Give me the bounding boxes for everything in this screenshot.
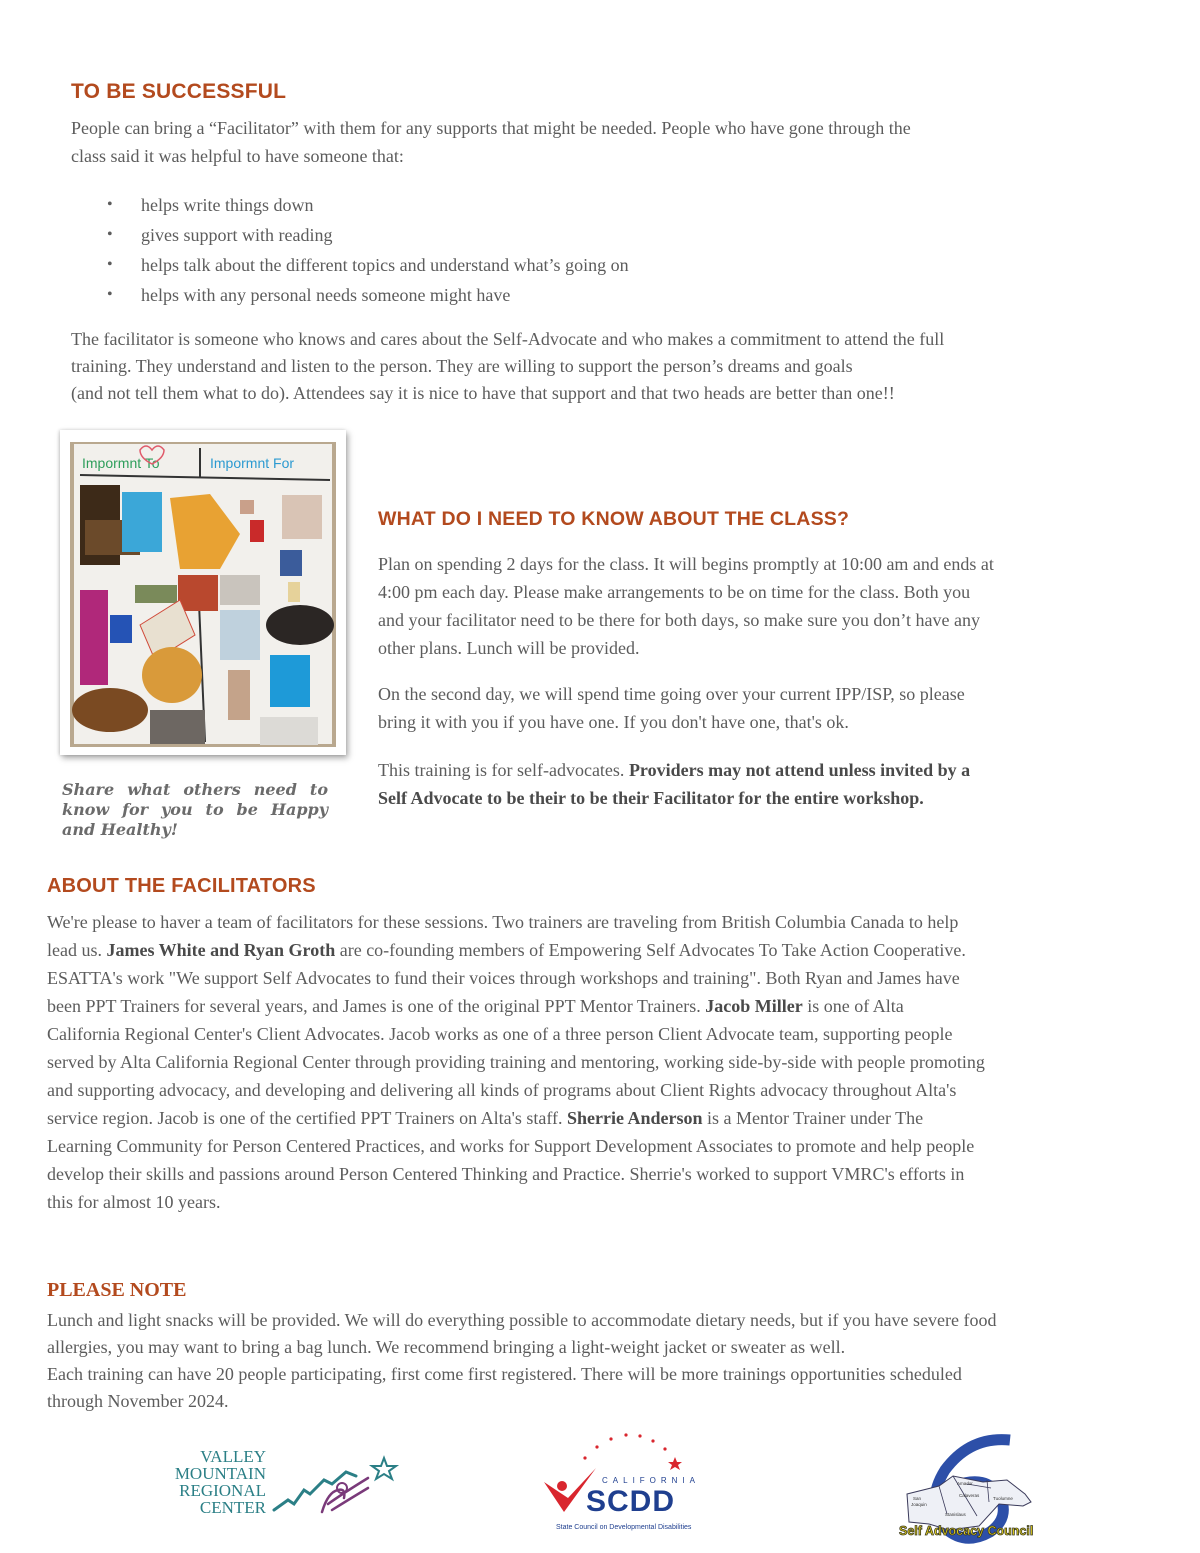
intro-line: class said it was helpful to have someone that:	[71, 146, 404, 166]
text-plain: are co-founding members of Empowering Self Advocates To Take Action Cooperative.	[335, 940, 966, 960]
photo-caption: Share what others need to know for you to be Happy and Healthy!	[62, 780, 328, 839]
self-advocacy-council-logo	[895, 1432, 1045, 1544]
facilitator-name: Sherrie Anderson	[566, 1108, 703, 1128]
scdd-logo	[540, 1430, 700, 1542]
heading-class-info: WHAT DO I NEED TO KNOW ABOUT THE CLASS?	[378, 508, 850, 530]
text-line: Lunch and light snacks will be provided. We will do everything possible to accommodate dietary needs, but if you have severe food	[47, 1310, 997, 1330]
text-plain: is a Mentor Trainer under The	[702, 1108, 924, 1128]
svg-text:Calaveras: Calaveras	[959, 1493, 980, 1498]
please-note-paragraph	[47, 1307, 1187, 1415]
text-plain: lead us.	[47, 940, 107, 960]
list-item: • helps write things down	[71, 190, 971, 220]
svg-text:Amador: Amador	[957, 1481, 973, 1486]
text-line: develop their skills and passions around Person Centered Thinking and Practice. Sherrie's worked to support VMRC's efforts in	[47, 1164, 965, 1184]
text-line: (and not tell them what to do). Attendees say it is nice to have that support and that two heads are better than one!!	[71, 383, 895, 403]
collage-photo	[60, 430, 346, 755]
eligibility-paragraph	[378, 756, 1168, 812]
board-left-label: Impormnt To	[82, 455, 160, 471]
vmrc-logo	[160, 1448, 400, 1520]
facilitators-paragraph	[47, 908, 1187, 1216]
text-line: On the second day, we will spend time going over your current IPP/ISP, so please	[378, 684, 965, 704]
text-plain: This training is for self-advocates.	[378, 760, 629, 780]
text-line: allergies, you may want to bring a bag lunch. We recommend bringing a light-weight jacket or sweater as well.	[47, 1337, 846, 1357]
text-plain: is one of Alta	[802, 996, 904, 1016]
facilitator-names: James White and Ryan Groth	[106, 940, 336, 960]
list-item: • gives support with reading	[71, 220, 971, 250]
facilitator-description	[71, 326, 1171, 407]
scdd-state-label: CALIFORNIA	[602, 1476, 701, 1485]
text-line: bring it with you if you have one. If you don't have one, that's ok.	[378, 712, 849, 732]
intro-line: People can bring a “Facilitator” with them for any supports that might be needed. People who have gone through the	[71, 118, 911, 138]
text-line: this for almost 10 years.	[47, 1192, 221, 1212]
text-bold: Self Advocate to be their to be their Facilitator for the entire workshop.	[378, 788, 924, 808]
text-line: training. They understand and listen to the person. They are willing to support the person’s dreams and goals	[71, 356, 853, 376]
svg-text:Impormnt For: Impormnt For	[210, 455, 295, 471]
text-line: Learning Community for Person Centered Practices, and works for Support Development Associates to promote and help people	[47, 1136, 975, 1156]
vmrc-logo-line: VALLEY	[200, 1447, 266, 1466]
vmrc-logo-line: REGIONAL	[179, 1481, 266, 1500]
facilitator-name: Jacob Miller	[705, 996, 803, 1016]
text-line: California Regional Center's Client Advocates. Jacob works as one of a three person Client Advocate team, supporting people	[47, 1024, 953, 1044]
svg-text:San: San	[913, 1496, 922, 1501]
self-advocacy-council-name: Self Advocacy Council	[899, 1524, 1034, 1538]
list-item: • helps with any personal needs someone might have	[71, 280, 971, 310]
heading-about-facilitators: ABOUT THE FACILITATORS	[47, 875, 316, 897]
important-to-for-board-image	[60, 430, 346, 755]
ipp-isp-paragraph	[378, 680, 1158, 736]
svg-text:Tuolumne: Tuolumne	[993, 1496, 1013, 1501]
text-line: We're please to haver a team of facilitators for these sessions. Two trainers are traveling from British Columbia Canada to help	[47, 912, 959, 932]
vmrc-logo-line: MOUNTAIN	[174, 1464, 266, 1483]
text-line: ESATTA's work "We support Self Advocates to fund their voices through workshops and training". Both Ryan and James have	[47, 968, 960, 988]
heading-please-note: PLEASE NOTE	[47, 1279, 187, 1301]
text-line: The facilitator is someone who knows and cares about the Self-Advocate and who makes a commitment to attend the full	[71, 329, 945, 349]
text-line: Each training can have 20 people participating, first come first registered. There will be more trainings opportunities scheduled	[47, 1364, 962, 1384]
svg-text:Joaquin: Joaquin	[911, 1502, 927, 1507]
text-line: through November 2024.	[47, 1391, 229, 1411]
text-plain: been PPT Trainers for several years, and James is one of the original PPT Mentor Trainers.	[47, 996, 706, 1016]
svg-text:Stanislaus: Stanislaus	[945, 1512, 966, 1517]
text-line: served by Alta California Regional Center through providing training and mentoring, working side-by-side with people promoting	[47, 1052, 985, 1072]
facilitator-help-list	[71, 190, 971, 310]
intro-paragraph	[71, 114, 1151, 170]
text-plain: service region. Jacob is one of the certified PPT Trainers on Alta's staff.	[47, 1108, 567, 1128]
text-line: 4:00 pm each day. Please make arrangements to be on time for the class. Both you	[378, 582, 971, 602]
text-line: and your facilitator need to be there for both days, so make sure you don’t have any	[378, 610, 980, 630]
text-line: and supporting advocacy, and developing and delivering all kinds of programs about Client Rights advocacy throughout Alta's	[47, 1080, 957, 1100]
list-item: • helps talk about the different topics and understand what’s going on	[71, 250, 971, 280]
text-line: Plan on spending 2 days for the class. It will begins promptly at 10:00 am and ends at	[378, 554, 994, 574]
text-bold: Providers may not attend unless invited by a	[628, 760, 971, 780]
text-line: other plans. Lunch will be provided.	[378, 638, 640, 658]
heading-to-be-successful: TO BE SUCCESSFUL	[71, 80, 287, 103]
class-schedule-paragraph	[378, 550, 1158, 662]
scdd-abbr: SCDD	[586, 1485, 676, 1518]
mountain-star-icon	[272, 1448, 402, 1518]
vmrc-logo-line: CENTER	[199, 1498, 266, 1517]
scdd-full-name: State Council on Developmental Disabilities	[556, 1524, 692, 1531]
